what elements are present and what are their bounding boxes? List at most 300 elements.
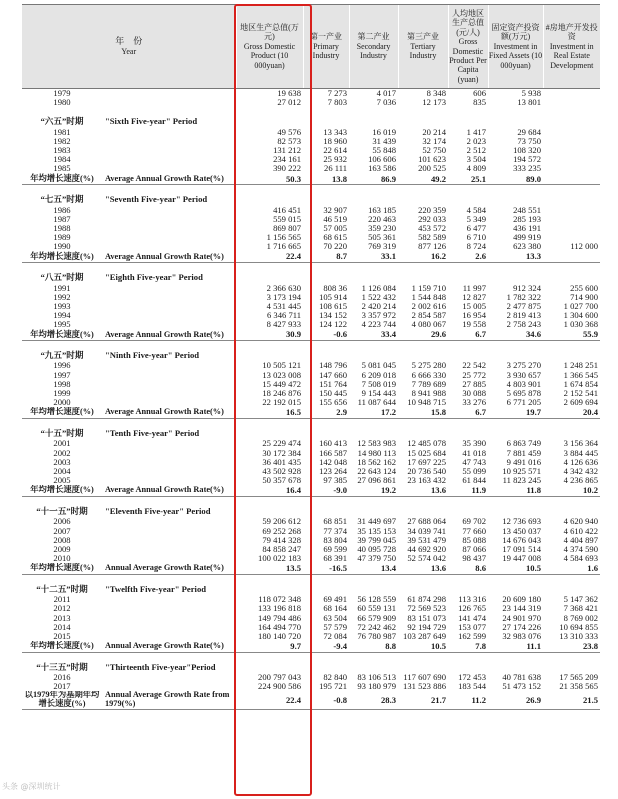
year-cell: 2005 xyxy=(53,475,71,486)
period-title-row xyxy=(22,115,600,127)
empty-cell xyxy=(102,320,236,329)
gdp-cell: 133 196 818 xyxy=(258,604,302,614)
real-estate-cell: 17 565 209 xyxy=(559,672,599,683)
spacer-cell xyxy=(22,185,600,194)
year-cell: 1985 xyxy=(53,164,71,174)
primary-cell: 105 914 xyxy=(319,292,348,302)
per-capita-cell: 6 477 xyxy=(466,223,487,233)
real-estate-cell: 3 884 445 xyxy=(563,448,599,458)
fixed-assets-cell: 1 782 322 xyxy=(506,292,542,302)
secondary-cell: 8.8 xyxy=(349,641,398,653)
gdp-cell: 82 573 xyxy=(277,136,302,146)
gdp-cell: 2 366 630 xyxy=(266,283,302,293)
period-name-en: "Eleventh Five-year" Period xyxy=(105,505,211,516)
fixed-assets-cell: 11 823 245 xyxy=(502,475,542,486)
real-estate-cell: 23.8 xyxy=(543,641,600,653)
real-estate-cell: 21 358 565 xyxy=(559,682,599,692)
real-estate-cell: 4 374 590 xyxy=(563,544,599,554)
period-name-cn: “十二五”时期 xyxy=(36,583,88,594)
empty-cell xyxy=(102,361,236,370)
table-row xyxy=(22,89,600,99)
gdp-cell: 100 022 183 xyxy=(258,553,302,563)
gdp-cell: 84 858 247 xyxy=(262,544,302,554)
fixed-assets-cell: 2 758 243 xyxy=(506,320,542,330)
empty-cell xyxy=(102,89,236,99)
secondary-cell: 47 379 750 xyxy=(357,553,397,563)
table-row xyxy=(22,467,600,476)
spacer-cell xyxy=(22,419,600,428)
spacer-row xyxy=(22,497,600,506)
real-estate-cell: 55.9 xyxy=(543,329,600,341)
table-row xyxy=(22,448,600,457)
secondary-cell: 33.4 xyxy=(349,329,398,341)
fixed-assets-cell: 26.9 xyxy=(488,691,543,709)
per-capita-cell: 47 743 xyxy=(462,457,487,467)
primary-cell: 22 614 xyxy=(323,145,348,155)
primary-cell: 155 656 xyxy=(319,397,348,408)
secondary-cell: 14 980 113 xyxy=(357,448,397,458)
per-capita-cell: 25.1 xyxy=(448,173,488,185)
gdp-cell: 22 192 015 xyxy=(262,397,302,408)
year-cell: 1984 xyxy=(53,154,71,165)
secondary-cell: 83 106 513 xyxy=(357,672,397,683)
table-row xyxy=(22,233,600,242)
year-cell: 2013 xyxy=(53,613,71,623)
tertiary-cell: 453 572 xyxy=(418,223,447,233)
secondary-cell: 22 643 124 xyxy=(357,466,397,476)
gdp-cell: 416 451 xyxy=(273,205,302,215)
fixed-assets-cell: 20 609 180 xyxy=(502,595,542,605)
real-estate-cell: 3 156 364 xyxy=(563,439,599,449)
fixed-assets-header: 固定资产投资额(万元) Investment in Fixed Assets (10 000yuan) xyxy=(488,5,543,89)
primary-cell: 72 084 xyxy=(323,631,348,641)
primary-industry-header: 第一产业 Primary Industry xyxy=(303,5,349,89)
table-row xyxy=(22,320,600,329)
secondary-cell: 12 583 983 xyxy=(357,439,397,449)
period-name-cn: “六五”时期 xyxy=(40,116,84,127)
growth-label-cn: 年均增长速度(%) xyxy=(22,485,102,497)
primary-cell: 808 36 xyxy=(323,283,348,293)
tertiary-cell: 32 174 xyxy=(422,136,447,146)
fixed-assets-cell: 6 863 749 xyxy=(506,439,542,449)
empty-cell xyxy=(236,271,600,283)
real-estate-cell: 10 694 855 xyxy=(559,622,599,632)
tertiary-cell: 23 163 432 xyxy=(407,475,447,486)
secondary-cell: 31 449 697 xyxy=(357,517,397,527)
secondary-cell: 76 780 987 xyxy=(357,631,397,641)
gdp-cell: 59 206 612 xyxy=(262,517,302,527)
year-cell: 1981 xyxy=(53,127,71,137)
period-name-en: "Sixth Five-year" Period xyxy=(105,116,198,127)
fixed-assets-cell: 499 919 xyxy=(513,232,542,243)
secondary-cell: 2 420 214 xyxy=(361,301,397,311)
gdp-cell: 149 794 486 xyxy=(258,613,302,623)
gdp-cell: 13 023 008 xyxy=(262,370,302,380)
fixed-assets-cell: 17 091 514 xyxy=(502,544,542,554)
year-cell: 1995 xyxy=(53,320,71,330)
gdp-cell: 4 531 445 xyxy=(266,301,302,311)
empty-cell xyxy=(102,242,236,251)
primary-cell: 142 048 xyxy=(319,457,348,467)
real-estate-cell: 4 342 432 xyxy=(563,466,599,476)
growth-label-en: Average Annual Growth Rate(%) xyxy=(102,173,236,185)
tertiary-cell: 117 607 690 xyxy=(403,672,447,683)
empty-cell xyxy=(236,115,600,127)
year-cell: 1983 xyxy=(53,145,71,155)
tertiary-cell: 27 688 064 xyxy=(407,517,447,527)
gdp-cell: 50 357 678 xyxy=(262,475,302,486)
fixed-assets-cell: 14 676 043 xyxy=(502,535,542,545)
fixed-assets-cell: 73 750 xyxy=(517,136,542,146)
period-title-row xyxy=(22,349,600,361)
secondary-cell: 4 223 744 xyxy=(361,320,397,330)
growth-label-en: Annual Average Growth Rate from 1979(%) xyxy=(102,691,236,709)
year-cell: 2015 xyxy=(53,631,71,641)
secondary-cell: 6 209 018 xyxy=(361,370,397,380)
per-capita-cell: 11 997 xyxy=(462,283,487,293)
secondary-cell: 505 361 xyxy=(368,232,397,243)
table-row xyxy=(22,224,600,233)
empty-cell xyxy=(102,526,236,535)
year-cell: 1989 xyxy=(53,232,71,243)
tertiary-cell: 10 948 715 xyxy=(407,397,447,408)
primary-cell: 13.8 xyxy=(303,173,349,185)
per-capita-cell: 12 827 xyxy=(462,292,487,302)
spacer-row xyxy=(22,263,600,272)
secondary-cell: 28.3 xyxy=(349,691,398,709)
period-name-en: "Ninth Five-year" Period xyxy=(105,349,200,360)
tertiary-cell: 92 194 729 xyxy=(407,622,447,632)
per-capita-cell: 6 710 xyxy=(466,232,487,243)
gdp-cell: 1 156 565 xyxy=(266,232,302,243)
spacer-cell xyxy=(22,575,600,584)
gdp-cell: 164 494 770 xyxy=(258,622,302,632)
empty-cell xyxy=(102,370,236,379)
year-cell: 1992 xyxy=(53,292,71,302)
year-cell: 2014 xyxy=(53,622,71,632)
year-cell: 1979 xyxy=(53,88,71,99)
empty-cell xyxy=(102,283,236,292)
primary-cell: 70 220 xyxy=(323,242,348,252)
per-capita-cell: 4 809 xyxy=(466,164,487,174)
fixed-assets-cell: 285 193 xyxy=(513,214,542,224)
spacer-row xyxy=(22,575,600,584)
empty-cell xyxy=(236,349,600,361)
table-row xyxy=(22,302,600,311)
real-estate-cell xyxy=(543,137,600,146)
gdp-cell: 390 222 xyxy=(273,164,302,174)
primary-cell: 195 721 xyxy=(319,682,348,692)
real-estate-cell xyxy=(543,251,600,263)
fixed-assets-cell: 19.7 xyxy=(488,407,543,419)
per-capita-cell: 2.6 xyxy=(448,251,488,263)
primary-cell: 8.7 xyxy=(303,251,349,263)
real-estate-cell xyxy=(543,205,600,214)
spacer-row xyxy=(22,107,600,115)
year-cell: 1990 xyxy=(53,242,71,252)
secondary-industry-header: 第二产业 Secondary Industry xyxy=(349,5,398,89)
table-row xyxy=(22,545,600,554)
growth-label-cn: 年均增长速度(%) xyxy=(22,329,102,341)
secondary-cell: 5 081 045 xyxy=(361,361,397,371)
secondary-cell: 55 848 xyxy=(372,145,397,155)
gdp-cell: 22.4 xyxy=(236,691,303,709)
primary-cell: 83 804 xyxy=(323,535,348,545)
tertiary-cell: 29.6 xyxy=(398,329,448,341)
year-cell: 2016 xyxy=(53,672,71,683)
year-cell: 2011 xyxy=(53,595,71,605)
per-capita-cell: 16 954 xyxy=(462,310,487,320)
empty-cell xyxy=(102,448,236,457)
growth-label-en: Average Annual Growth Rate(%) xyxy=(102,329,236,341)
per-capita-cell: 61 844 xyxy=(462,475,487,486)
fixed-assets-cell: 194 572 xyxy=(513,154,542,165)
tertiary-cell: 8 348 xyxy=(426,88,447,99)
secondary-cell: 56 128 559 xyxy=(357,595,397,605)
empty-cell xyxy=(102,623,236,632)
tertiary-cell: 5 275 280 xyxy=(411,361,447,371)
tertiary-cell: 131 523 886 xyxy=(403,682,447,692)
per-capita-cell: 835 xyxy=(473,98,487,108)
gdp-cell: 43 502 928 xyxy=(262,466,302,476)
per-capita-cell: 69 702 xyxy=(462,517,487,527)
empty-cell xyxy=(102,517,236,526)
tertiary-cell: 16.2 xyxy=(398,251,448,263)
table-row xyxy=(22,398,600,407)
secondary-cell: 7 036 xyxy=(376,98,397,108)
tertiary-cell: 52 574 042 xyxy=(407,553,447,563)
tertiary-cell: 83 151 073 xyxy=(407,613,447,623)
fixed-assets-cell: 2 477 875 xyxy=(506,301,542,311)
period-name-en: "Tenth Five-year" Period xyxy=(105,427,200,438)
gdp-cell: 8 427 933 xyxy=(266,320,302,330)
gdp-cell: 69 252 268 xyxy=(262,526,302,536)
period-title-row xyxy=(22,661,600,673)
real-estate-cell: 1 366 545 xyxy=(563,370,599,380)
table-row xyxy=(22,311,600,320)
growth-rate-row xyxy=(22,251,600,263)
secondary-cell: 163 586 xyxy=(368,164,397,174)
per-capita-cell: 2 512 xyxy=(466,145,487,155)
table-row xyxy=(22,476,600,485)
table-row xyxy=(22,554,600,563)
growth-rate-row xyxy=(22,485,600,497)
fixed-assets-cell: 29 684 xyxy=(517,127,542,137)
year-cell: 1991 xyxy=(53,283,71,293)
real-estate-cell: 13 310 333 xyxy=(559,631,599,641)
fixed-assets-cell: 3 275 270 xyxy=(506,361,542,371)
secondary-cell: 66 579 909 xyxy=(357,613,397,623)
primary-cell: 68 164 xyxy=(323,604,348,614)
empty-cell xyxy=(236,583,600,595)
real-estate-header: #房地产开发投资 Investment in Real Estate Development xyxy=(543,5,600,89)
growth-label-cn: 年均增长速度(%) xyxy=(22,407,102,419)
primary-cell: 13 343 xyxy=(323,127,348,137)
primary-cell: 26 111 xyxy=(324,164,348,174)
secondary-cell: 1 522 432 xyxy=(361,292,397,302)
empty-cell xyxy=(102,137,236,146)
empty-cell xyxy=(102,554,236,563)
gdp-cell: 18 246 876 xyxy=(262,388,302,398)
year-cell: 2001 xyxy=(53,439,71,449)
empty-cell xyxy=(102,164,236,173)
per-capita-cell: 126 765 xyxy=(458,604,487,614)
gdp-cell: 6 346 711 xyxy=(266,310,302,320)
statistics-table xyxy=(22,4,600,710)
table-row xyxy=(22,526,600,535)
secondary-cell: 4 017 xyxy=(376,88,397,99)
per-capita-cell: 27 885 xyxy=(462,379,487,389)
per-capita-cell: 113 316 xyxy=(458,595,487,605)
fixed-assets-cell: 13.3 xyxy=(488,251,543,263)
real-estate-cell: 2 609 694 xyxy=(563,397,599,408)
tertiary-cell: 44 692 920 xyxy=(407,544,447,554)
gdp-cell: 22.4 xyxy=(236,251,303,263)
per-capita-cell: 2 023 xyxy=(466,136,487,146)
secondary-cell: 19.2 xyxy=(349,485,398,497)
year-cell: 2002 xyxy=(53,448,71,458)
secondary-cell: 11 087 644 xyxy=(357,397,397,408)
year-cell: 1982 xyxy=(53,136,71,146)
year-cell: 2012 xyxy=(53,604,71,614)
primary-cell: 68 851 xyxy=(323,517,348,527)
growth-rate-row xyxy=(22,329,600,341)
secondary-cell: 27 096 861 xyxy=(357,475,397,486)
gdp-cell: 869 807 xyxy=(273,223,302,233)
tertiary-cell: 6 666 330 xyxy=(411,370,447,380)
real-estate-cell: 2 152 541 xyxy=(563,388,599,398)
per-capita-cell: 6.7 xyxy=(448,407,488,419)
tertiary-cell: 292 033 xyxy=(418,214,447,224)
real-estate-cell: 1 674 854 xyxy=(563,379,599,389)
per-capita-cell: 5 349 xyxy=(466,214,487,224)
secondary-cell: 33.1 xyxy=(349,251,398,263)
table-row xyxy=(22,682,600,691)
tertiary-cell: 8 941 988 xyxy=(411,388,447,398)
secondary-cell: 40 095 728 xyxy=(357,544,397,554)
tertiary-cell: 4 080 067 xyxy=(411,320,447,330)
real-estate-cell: 1 030 368 xyxy=(563,320,599,330)
fixed-assets-cell: 108 320 xyxy=(513,145,542,155)
fixed-assets-cell: 12 736 693 xyxy=(502,517,542,527)
per-capita-cell: 3 504 xyxy=(466,154,487,165)
growth-label-en: Annual Average Growth Rate(%) xyxy=(102,563,236,575)
primary-cell: 25 932 xyxy=(323,154,348,165)
empty-cell xyxy=(102,215,236,224)
empty-cell xyxy=(102,155,236,164)
growth-label-en: Average Annual Growth Rate(%) xyxy=(102,251,236,263)
primary-cell: 68 615 xyxy=(323,232,348,243)
real-estate-cell: 1 027 700 xyxy=(563,301,599,311)
table-row xyxy=(22,127,600,136)
per-capita-cell: 141 474 xyxy=(458,613,487,623)
gdp-per-capita-header: 人均地区生产总值(元/人) Gross Domestic Product Per Capita (yuan) xyxy=(448,5,488,89)
table-row xyxy=(22,517,600,526)
spacer-cell xyxy=(22,497,600,506)
fixed-assets-cell: 7 881 459 xyxy=(506,448,542,458)
gdp-cell: 50.3 xyxy=(236,173,303,185)
year-cell: 2000 xyxy=(53,397,71,408)
real-estate-cell: 714 900 xyxy=(570,292,599,302)
tertiary-cell: 10.5 xyxy=(398,641,448,653)
real-estate-cell: 4 404 897 xyxy=(563,535,599,545)
gdp-cell: 131 212 xyxy=(273,145,302,155)
table-row xyxy=(22,370,600,379)
real-estate-cell: 1 304 600 xyxy=(563,310,599,320)
empty-cell xyxy=(102,604,236,613)
empty-cell xyxy=(102,311,236,320)
per-capita-cell: 77 660 xyxy=(462,526,487,536)
per-capita-cell: 153 077 xyxy=(458,622,487,632)
spacer-cell xyxy=(22,341,600,350)
table-row xyxy=(22,242,600,251)
spacer-row xyxy=(22,419,600,428)
primary-cell: -16.5 xyxy=(303,563,349,575)
secondary-cell: 163 185 xyxy=(368,205,397,215)
table-row xyxy=(22,146,600,155)
tertiary-cell: 34 039 741 xyxy=(407,526,447,536)
growth-rate-row xyxy=(22,173,600,185)
empty-cell xyxy=(102,535,236,544)
growth-rate-row xyxy=(22,691,600,709)
secondary-cell: 13.4 xyxy=(349,563,398,575)
fixed-assets-cell: 912 324 xyxy=(513,283,542,293)
tertiary-cell: 13.6 xyxy=(398,485,448,497)
gdp-cell: 30 172 384 xyxy=(262,448,302,458)
tertiary-cell: 20 736 540 xyxy=(407,466,447,476)
fixed-assets-cell: 24 901 970 xyxy=(502,613,542,623)
per-capita-cell: 11.2 xyxy=(448,691,488,709)
tertiary-cell: 49.2 xyxy=(398,173,448,185)
spacer-cell xyxy=(22,652,600,661)
table-row xyxy=(22,673,600,682)
real-estate-cell: 20.4 xyxy=(543,407,600,419)
per-capita-cell: 606 xyxy=(473,88,487,99)
empty-cell xyxy=(102,205,236,214)
secondary-cell: 35 135 153 xyxy=(357,526,397,536)
real-estate-cell: 7 368 421 xyxy=(563,604,599,614)
empty-cell xyxy=(236,193,600,205)
empty-cell xyxy=(102,439,236,448)
year-cell: 1994 xyxy=(53,310,71,320)
tertiary-cell: 2 854 587 xyxy=(411,310,447,320)
year-cell: 2017 xyxy=(53,682,71,692)
secondary-cell: 86.9 xyxy=(349,173,398,185)
growth-label-cn: 年均增长速度(%) xyxy=(22,251,102,263)
fixed-assets-cell: 11.8 xyxy=(488,485,543,497)
gdp-cell: 3 173 194 xyxy=(266,292,302,302)
primary-cell: 108 615 xyxy=(319,301,348,311)
tertiary-cell: 200 525 xyxy=(418,164,447,174)
tertiary-cell: 7 789 689 xyxy=(411,379,447,389)
secondary-cell: 39 799 045 xyxy=(357,535,397,545)
primary-cell: 57 005 xyxy=(323,223,348,233)
primary-cell: 68 391 xyxy=(323,553,348,563)
secondary-cell: 93 180 979 xyxy=(357,682,397,692)
year-cell: 1980 xyxy=(53,98,71,108)
real-estate-cell xyxy=(543,127,600,136)
gdp-cell: 559 015 xyxy=(273,214,302,224)
tertiary-cell: 101 623 xyxy=(418,154,447,165)
tertiary-cell: 72 569 523 xyxy=(407,604,447,614)
table-row xyxy=(22,164,600,173)
period-name-cn: “八五”时期 xyxy=(40,271,84,282)
year-cell: 2008 xyxy=(53,535,71,545)
fixed-assets-cell: 19 447 008 xyxy=(502,553,542,563)
period-title-row xyxy=(22,193,600,205)
fixed-assets-cell: 6 771 205 xyxy=(506,397,542,408)
year-cell: 1988 xyxy=(53,223,71,233)
